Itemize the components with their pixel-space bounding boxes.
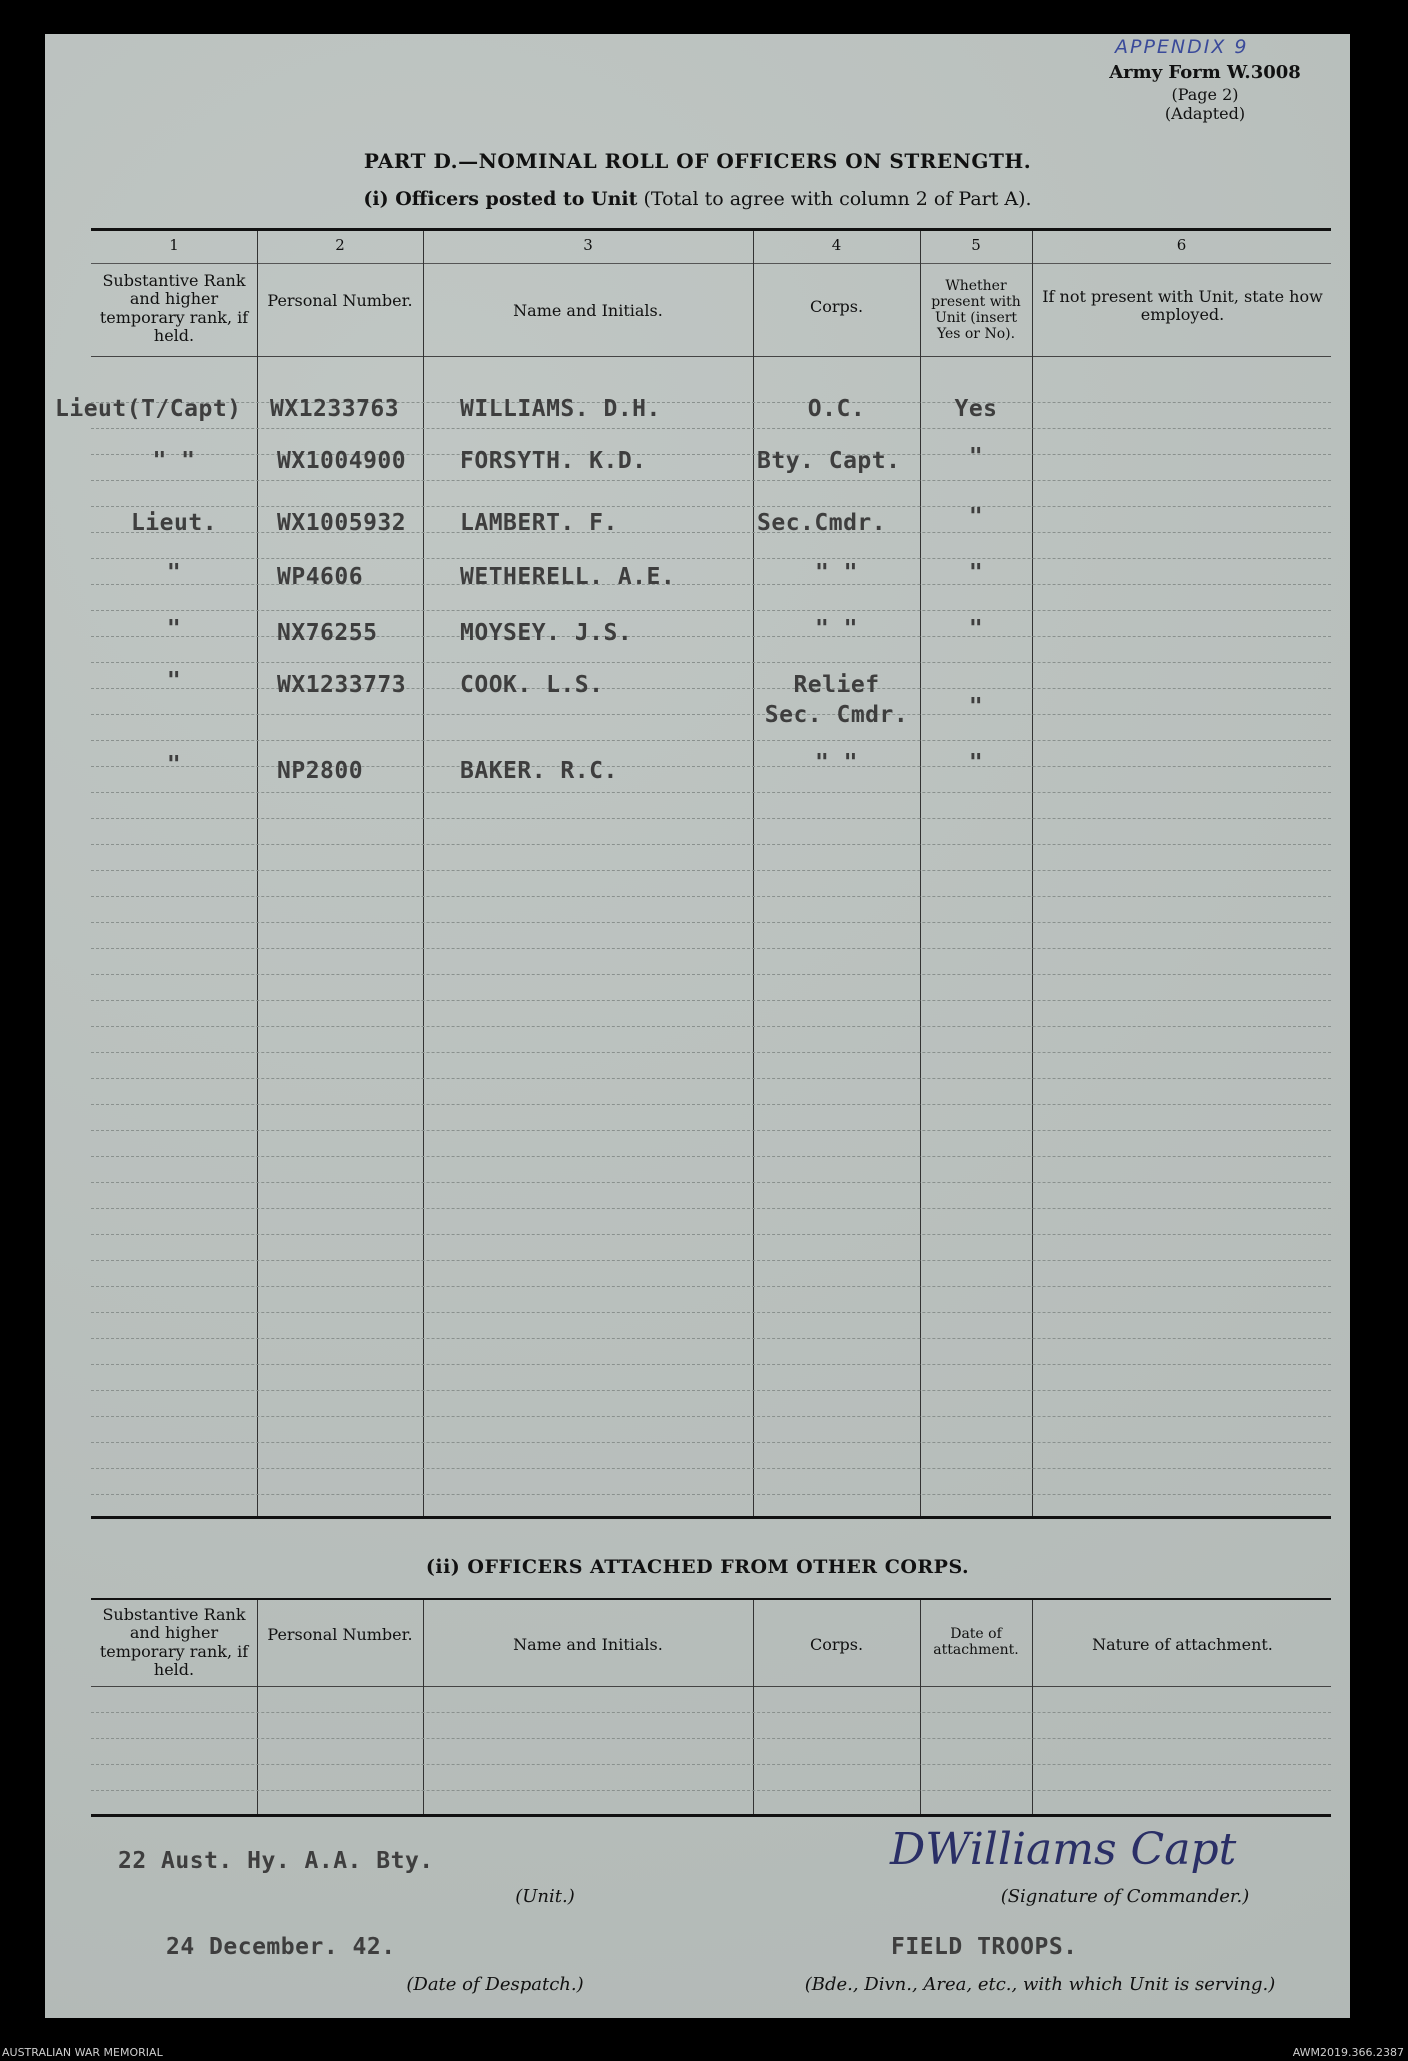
officer-present: " [968,444,984,470]
officer-name: WETHERELL. A.E. [460,564,676,590]
archive-credit: AUSTRALIAN WAR MEMORIAL [2,2046,163,2059]
officer-present: Yes [954,396,998,422]
signature-label: (Signature of Commander.) [1000,1886,1250,1907]
officer-name: BAKER. R.C. [460,758,618,784]
form-page-number: (Page 2) [1171,85,1239,104]
col-header-corps: Corps. [809,297,864,316]
col-divider-3 [753,231,754,1516]
col-number-6: 6 [1176,236,1187,254]
officer-rank: " [166,616,182,642]
table-top-rule [91,228,1331,231]
officer-corps: Bty. Capt. [757,448,901,474]
part-d-subtitle-rest: (Total to agree with column 2 of Part A). [643,188,1032,210]
despatch-date-value: 24 December. 42. [166,1934,396,1960]
officer-rank: " [166,752,182,778]
officer-name: MOYSEY. J.S. [460,620,633,646]
part-ii-divider-5 [1032,1600,1033,1814]
officer-corps: " " [814,750,859,776]
archive-reference: AWM2019.366.2387 [1292,2046,1404,2059]
part-ii-header-name: Name and Initials. [513,1635,663,1654]
form-page [45,34,1350,2018]
officer-present: " [968,750,984,776]
col-number-2: 2 [335,236,345,254]
col-header-name: Name and Initials. [513,301,663,320]
number-row-rule [91,263,1331,264]
part-ii-header-date: Date of attachment. [933,1626,1019,1659]
col-divider-2 [423,231,424,1516]
officer-corps-line2: Sec. Cmdr. [764,702,909,728]
officer-number: WP4606 [277,564,364,590]
form-adapted: (Adapted) [1164,104,1246,123]
officer-corps: " " [814,560,859,586]
officer-number: WX1233773 [277,672,407,698]
header-bottom-rule [91,356,1331,357]
part-ii-header-corps: Corps. [809,1635,864,1654]
officer-rank: " [166,560,182,586]
officer-corps: Relief [793,672,880,698]
col-divider-5 [1032,231,1033,1516]
part-ii-header-rank: Substantive Rank and higher temporary rank, if held. [99,1605,249,1680]
part-ii-divider-2 [423,1600,424,1814]
part-d-subtitle [45,188,1350,210]
part-ii-divider-1 [257,1600,258,1814]
officer-rank: Lieut. [130,510,218,536]
officer-present: " [968,560,984,586]
col-header-rank: Substantive Rank and higher temporary rank, if held. [99,271,249,346]
officer-corps: O.C. [807,396,866,422]
part-ii-header-nature: Nature of attachment. [1092,1635,1273,1654]
officer-rank: Lieut(T/Capt) [55,396,242,422]
officer-number: NP2800 [277,758,364,784]
col-number-3: 3 [583,236,593,254]
serving-with-value: FIELD TROOPS. [891,1934,1078,1960]
officer-rank: " " [152,448,196,474]
col-header-personal-number: Personal Number. [267,291,413,310]
officer-name: FORSYTH. K.D. [460,448,647,474]
part-ii-title: (ii) OFFICERS ATTACHED FROM OTHER CORPS. [425,1556,970,1578]
officer-number: WX1233763 [270,396,400,422]
part-ii-divider-4 [920,1600,921,1814]
part-ii-bottom-rule [91,1814,1331,1817]
unit-label: (Unit.) [515,1886,575,1907]
col-divider-4 [920,231,921,1516]
part-ii-divider-3 [753,1600,754,1814]
part-ii-header-personal-number: Personal Number. [267,1625,413,1644]
part-ii-top-rule [91,1598,1331,1600]
part-d-subtitle-bold: (i) Officers posted to Unit [363,188,638,210]
officer-rank: " [166,668,182,694]
part-ii-header-rule [91,1686,1331,1687]
col-header-employed: If not present with Unit, state how employed. [1042,287,1323,325]
col-number-4: 4 [831,236,842,254]
officer-name: COOK. L.S. [460,672,604,698]
commander-signature: DWilliams Capt [890,1824,1237,1875]
officer-corps: " " [814,616,859,642]
despatch-date-label: (Date of Despatch.) [406,1974,584,1995]
col-header-present: Whether present with Unit (insert Yes or No). [931,278,1021,343]
officer-number: NX76255 [277,620,378,646]
col-number-5: 5 [971,236,981,254]
form-number: Army Form W.3008 [1109,62,1301,83]
officer-corps: Sec.Cmdr. [757,510,887,536]
part-d-title: PART D.—NOMINAL ROLL OF OFFICERS ON STRENGTH. [363,149,1032,173]
table-bottom-rule [91,1516,1331,1519]
officer-name: WILLIAMS. D.H. [460,396,661,422]
col-divider-1 [257,231,258,1516]
officer-number: WX1004900 [277,448,407,474]
col-number-1: 1 [169,236,179,254]
unit-value: 22 Aust. Hy. A.A. Bty. [118,1848,434,1874]
officer-present: " [968,694,984,720]
officer-present: " [968,504,984,530]
officer-number: WX1005932 [277,510,407,536]
officer-present: " [968,616,984,642]
serving-with-label: (Bde., Divn., Area, etc., with which Unit is serving.) [804,1974,1276,1995]
appendix-annotation: APPENDIX 9 [1115,36,1249,58]
officer-name: LAMBERT. F. [460,510,618,536]
